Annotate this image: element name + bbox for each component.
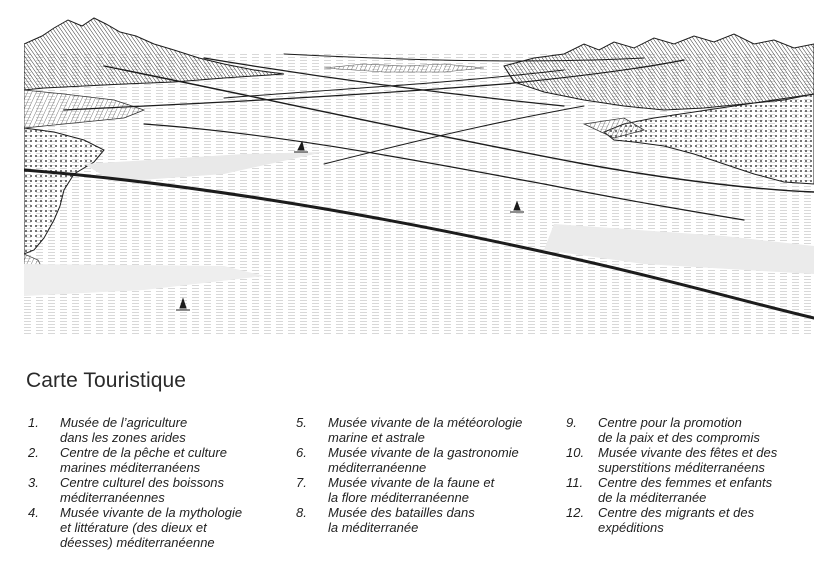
legend-item: [296, 415, 556, 445]
legend-item-number: 10.: [566, 445, 585, 460]
legend-item-number: 3.: [28, 475, 39, 490]
legend-item: [296, 505, 556, 535]
legend-item-label: Musée des batailles dans la méditerranée: [328, 505, 475, 535]
legend-item-number: 12.: [566, 505, 585, 520]
legend-column-1: [28, 415, 278, 550]
legend-item-label: Musée vivante des fêtes et des superstitions méditerranéens: [598, 445, 778, 475]
legend-item-label: Centre des femmes et enfants de la méditerranée: [598, 475, 773, 505]
map-title: Carte Touristique: [26, 369, 187, 392]
legend-item-number: 2.: [28, 445, 39, 460]
legend-item-label: Musée de l’agriculture dans les zones arides: [60, 415, 188, 445]
legend-item: [28, 475, 278, 505]
legend-item-number: 1.: [28, 415, 39, 430]
legend-item: [566, 505, 826, 535]
legend-item-number: 6.: [296, 445, 307, 460]
legend-column-2: [296, 415, 556, 535]
legend-item-label: Musée vivante de la mythologie et littérature (des dieux et déesses) méditerranéenne: [60, 505, 243, 550]
legend-item-label: Centre culturel des boissons méditerranéennes: [60, 475, 225, 505]
legend-item-number: 11.: [566, 475, 584, 490]
legend-item: [566, 415, 826, 445]
legend-item: [28, 415, 278, 445]
legend-item-number: 7.: [296, 475, 307, 490]
legend-item: [566, 445, 826, 475]
legend-item: [28, 505, 278, 550]
legend-item-label: Centre de la pêche et culture marines méditerranéens: [60, 445, 227, 475]
legend-item: [296, 475, 556, 505]
legend-item-label: Musée vivante de la gastronomie méditerranéenne: [328, 445, 519, 475]
legend-item-label: Centre des migrants et des expéditions: [598, 505, 755, 535]
legend-item: [28, 445, 278, 475]
legend-item-number: 5.: [296, 415, 307, 430]
legend-item-label: Musée vivante de la météorologie marine et astrale: [328, 415, 523, 445]
legend-item: [296, 445, 556, 475]
legend-item: [566, 475, 826, 505]
legend-item-number: 9.: [566, 415, 577, 430]
legend-item-label: Centre pour la promotion de la paix et des compromis: [598, 415, 760, 445]
legend-item-label: Musée vivante de la faune et la flore méditerranéenne: [328, 475, 495, 505]
legend-item-number: 4.: [28, 505, 39, 520]
legend-column-3: [566, 415, 826, 535]
panoramic-landscape-illustration: [24, 14, 814, 336]
legend-item-number: 8.: [296, 505, 307, 520]
